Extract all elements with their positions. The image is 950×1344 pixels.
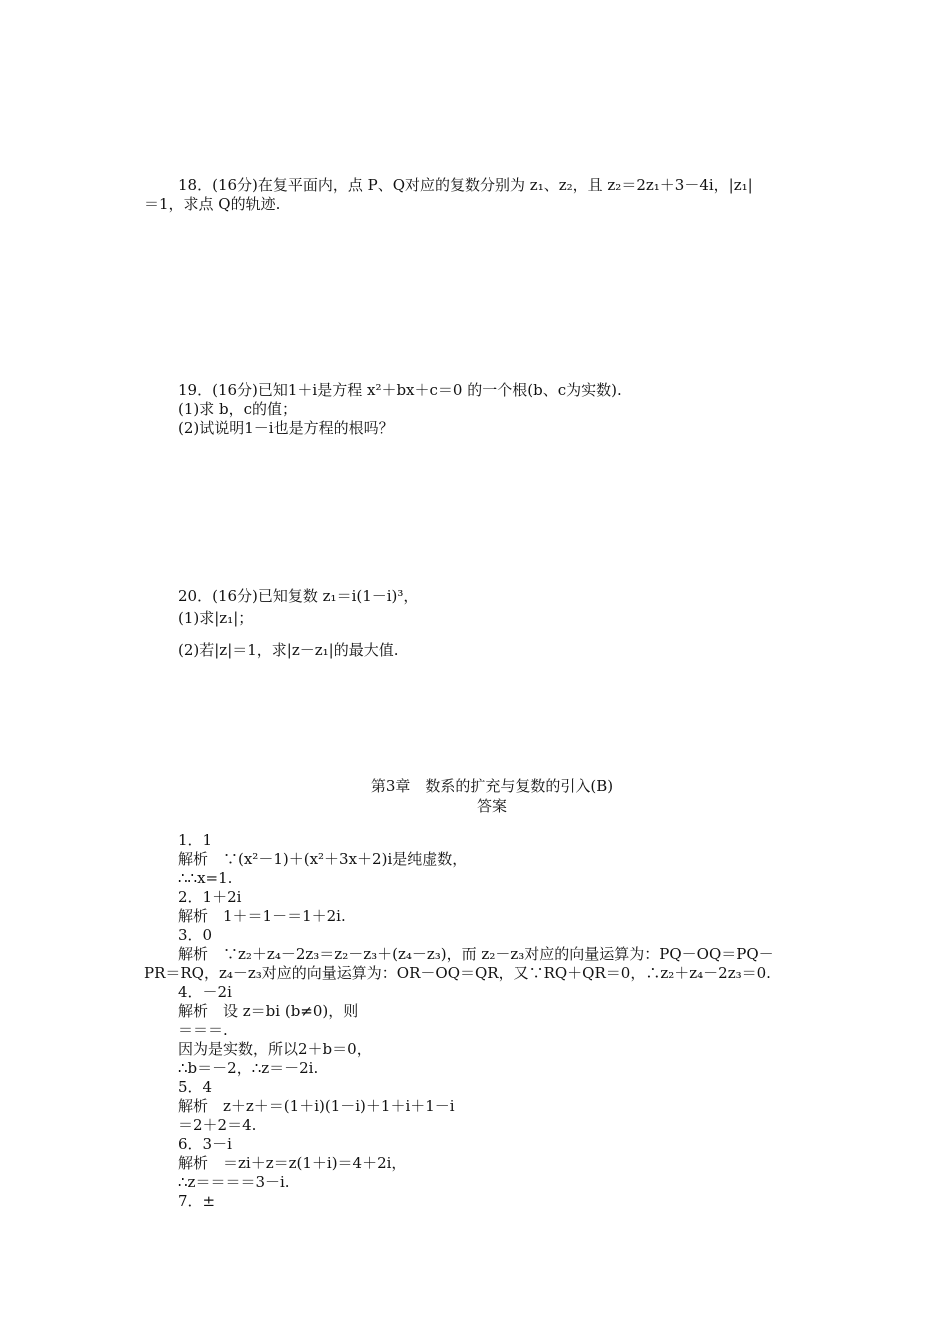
answer-line: 5．4 <box>178 1078 213 1096</box>
problem-18-line-2: ＝1，求点 Q的轨迹. <box>144 195 281 213</box>
problem-19-line-3: (2)试说明1－i也是方程的根吗？ <box>178 419 394 437</box>
answer-line: ＝＝＝. <box>178 1021 228 1039</box>
answer-line: 3．0 <box>178 926 213 944</box>
answer-line: 2．1＋2i <box>178 888 242 906</box>
answer-line: ∴∴x=1. <box>178 869 233 887</box>
answer-line: ∴b＝－2，∴z＝－2i. <box>178 1059 319 1077</box>
problem-20-line-2: (1)求|z₁|； <box>178 609 254 627</box>
chapter-title: 第3章 数系的扩充与复数的引入(B) <box>370 777 614 795</box>
answer-line: 解析 1＋＝1－＝1＋2i. <box>178 907 346 925</box>
answer-line: 1．1 <box>178 831 213 849</box>
problem-19-line-2: (1)求 b，c的值； <box>178 400 298 418</box>
answer-line: ＝2＋2＝4. <box>178 1116 257 1134</box>
answer-line: 6．3－i <box>178 1135 232 1153</box>
answer-line: PR＝RQ，z₄－z₃对应的向量运算为：OR－OQ＝QR，又∵RQ＋QR＝0，∴z₂＋z₄－2z₃＝0. <box>144 964 771 982</box>
problem-18-line-1: 18．(16分)在复平面内，点 P、Q对应的复数分别为 z₁、z₂，且 z₂＝2z₁＋3－4i，|z₁| <box>178 176 753 194</box>
problem-19-line-1: 19．(16分)已知1＋i是方程 x²＋bx＋c＝0 的一个根(b、c为实数). <box>178 381 622 399</box>
problem-20-line-3: (2)若|z|＝1，求|z－z₁|的最大值. <box>178 641 399 659</box>
problem-20-line-1: 20．(16分)已知复数 z₁＝i(1－i)³， <box>178 587 419 605</box>
answers-subtitle: 答案 <box>476 797 507 815</box>
answer-line: 7．± <box>178 1192 216 1210</box>
answer-line: 解析 z＋z＋＝(1＋i)(1－i)＋1＋i＋1－i <box>178 1097 455 1115</box>
answer-line: 4．－2i <box>178 983 232 1001</box>
answer-line: 解析 ＝zi＋z＝z(1＋i)＝4＋2i， <box>178 1154 407 1172</box>
answer-line: ∴z＝＝＝＝3－i. <box>178 1173 290 1191</box>
answer-line: 因为是实数，所以2＋b＝0， <box>178 1040 372 1058</box>
answer-line: 解析 ∵(x²－1)＋(x²＋3x＋2)i是纯虚数， <box>178 850 468 868</box>
answer-line: 解析 设 z＝bi (b≠0)，则 <box>178 1002 359 1020</box>
answer-line: 解析 ∵z₂＋z₄－2z₃＝z₂－z₃＋(z₄－z₃)，而 z₂－z₃对应的向量运算为：PQ－OQ＝PQ－ <box>178 945 774 963</box>
